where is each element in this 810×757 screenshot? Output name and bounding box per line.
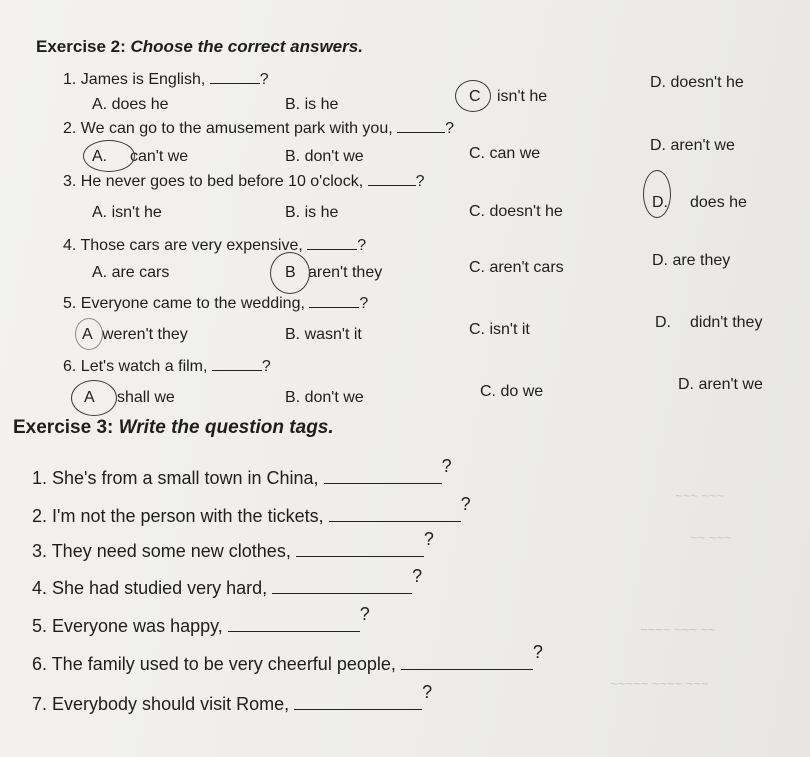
q4-option-c[interactable]: C. aren't cars: [469, 259, 564, 276]
answer-blank[interactable]: [401, 668, 533, 670]
answer-blank[interactable]: [397, 131, 445, 133]
q1-option-d[interactable]: D. doesn't he: [650, 74, 744, 91]
q6-option-a[interactable]: shall we: [117, 389, 175, 406]
answer-blank[interactable]: [228, 630, 360, 632]
exercise-3-item-2: 2. I'm not the person with the tickets, ?: [32, 494, 471, 526]
answer-blank[interactable]: [272, 592, 412, 594]
q3-option-c[interactable]: C. doesn't he: [469, 203, 563, 220]
q2-option-c[interactable]: C. can we: [469, 145, 541, 162]
answer-blank[interactable]: [210, 82, 260, 84]
q1-option-c-letter: C: [469, 88, 481, 105]
exercise-3-item-4: 4. She had studied very hard, ?: [32, 566, 423, 598]
q1-option-c[interactable]: isn't he: [497, 88, 548, 105]
question-5-stem: 5. Everyone came to the wedding, ?: [63, 295, 369, 312]
answer-blank[interactable]: [329, 520, 461, 522]
exercise-3-item-6: 6. The family used to be very cheerful people, ?: [32, 642, 543, 674]
q3-option-d[interactable]: does he: [690, 194, 747, 211]
answer-blank[interactable]: [324, 482, 442, 484]
q6-option-d[interactable]: D. aren't we: [678, 376, 763, 393]
q5-option-d-letter: D.: [655, 314, 671, 331]
q4-option-b[interactable]: aren't they: [308, 264, 383, 281]
answer-blank[interactable]: [307, 248, 357, 250]
q3-option-a[interactable]: A. isn't he: [92, 204, 162, 221]
q5-option-d[interactable]: didn't they: [690, 314, 763, 331]
q4-option-d[interactable]: D. are they: [652, 252, 731, 269]
answer-blank[interactable]: [294, 708, 422, 710]
q2-option-b[interactable]: B. don't we: [285, 148, 364, 165]
q1-option-b[interactable]: B. is he: [285, 96, 339, 113]
exercise-2-heading: Exercise 2: Choose the correct answers.: [36, 37, 363, 56]
q6-option-c[interactable]: C. do we: [480, 383, 544, 400]
question-6-stem: 6. Let's watch a film, ?: [63, 358, 271, 375]
q5-option-c[interactable]: C. isn't it: [469, 321, 530, 338]
question-3-stem: 3. He never goes to bed before 10 o'clock, ?: [63, 173, 425, 190]
answer-blank[interactable]: [212, 369, 262, 371]
q3-option-d-letter: D.: [652, 194, 668, 211]
q5-option-a-letter: A: [82, 326, 93, 343]
q1-option-a[interactable]: A. does he: [92, 96, 169, 113]
answer-blank[interactable]: [296, 555, 424, 557]
answer-blank[interactable]: [368, 184, 416, 186]
show-through-text: ~~~~~ ~~~~ ~~~: [610, 676, 709, 691]
show-through-text: ~~ ~~~: [690, 530, 732, 545]
question-4-stem: 4. Those cars are very expensive, ?: [63, 237, 367, 254]
exercise-3-item-5: 5. Everyone was happy, ?: [32, 604, 370, 636]
q4-option-b-letter: B: [285, 264, 296, 281]
q2-option-a-letter: A.: [92, 148, 108, 165]
q3-option-b[interactable]: B. is he: [285, 204, 339, 221]
hand-drawn-answer-circle: [83, 140, 135, 172]
q2-option-d[interactable]: D. aren't we: [650, 137, 735, 154]
show-through-text: ~~~~ ~~~ ~~: [640, 622, 716, 637]
answer-blank[interactable]: [309, 306, 359, 308]
exercise-3-heading: Exercise 3: Write the question tags.: [13, 417, 334, 438]
q5-option-b[interactable]: B. wasn't it: [285, 326, 362, 343]
question-2-stem: 2. We can go to the amusement park with you, ?: [63, 120, 455, 137]
q6-option-b[interactable]: B. don't we: [285, 389, 364, 406]
q6-option-a-letter: A: [84, 389, 95, 406]
show-through-text: ~~~ ~~~: [675, 488, 725, 503]
question-1-stem: 1. James is English, ?: [63, 71, 269, 88]
q5-option-a[interactable]: weren't they: [102, 326, 188, 343]
hand-drawn-answer-circle: [75, 318, 103, 350]
q2-option-a[interactable]: can't we: [130, 148, 189, 165]
exercise-3-item-3: 3. They need some new clothes, ?: [32, 529, 434, 561]
q4-option-a[interactable]: A. are cars: [92, 264, 170, 281]
exercise-3-item-1: 1. She's from a small town in China, ?: [32, 456, 452, 488]
exercise-3-item-7: 7. Everybody should visit Rome, ?: [32, 682, 433, 714]
